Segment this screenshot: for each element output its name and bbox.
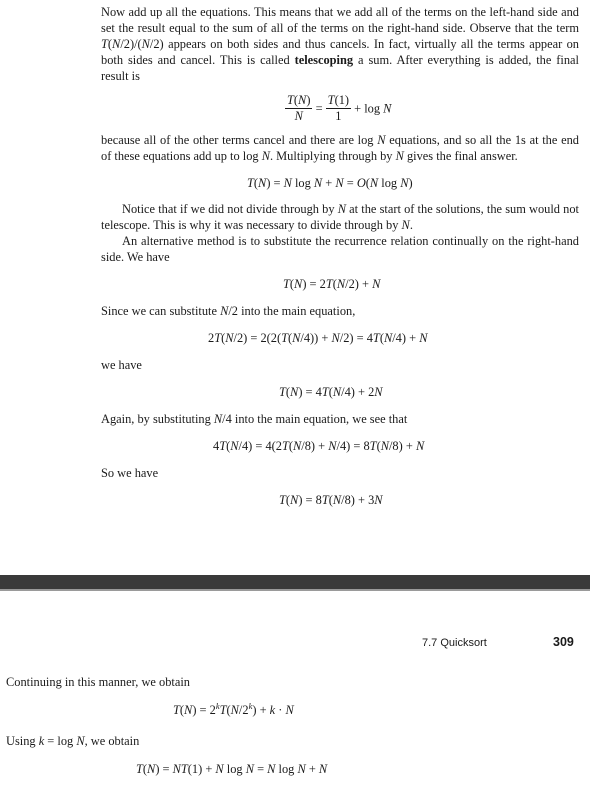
equation-eighth: T(N) = 8T(N/8) + 3N (279, 493, 383, 507)
paragraph-using-k: Using k = log N, we obtain (6, 734, 140, 748)
paragraph-we-have: we have (101, 358, 142, 372)
paragraph-telescoping (101, 4, 579, 84)
equation-final-log: T(N) = NT(1) + N log N = N log N + N (136, 762, 328, 776)
page-number: 309 (553, 635, 574, 649)
paragraph-notice: Notice that if we did not divide through by N at the start of the solutions, the sum would not telescope. This is why it was necessary to divide through by N. (101, 202, 579, 232)
paragraph-continuing: Continuing in this manner, we obtain (6, 675, 190, 689)
equation-general-k: $T(N) = 2^kT(N/2^k) + k \cdot N$ (173, 701, 294, 717)
equation-final-answer: T(N) = N log N + N = O(N log N) (247, 176, 413, 190)
paragraph-substitute-quarter: Again, by substituting N/4 into the main equation, we see that (101, 412, 408, 426)
paragraph-substitute-half: Since we can substitute N/2 into the main equation, (101, 304, 356, 318)
equation-substitute-quarter: 4T(N/4) = 4(2T(N/8) + N/4) = 8T(N/8) + N (213, 439, 425, 453)
page-divider (0, 575, 590, 589)
paragraph-alternative: An alternative method is to substitute the recurrence relation continually on the right-hand side. We have (101, 234, 579, 264)
equation-substitute-half: 2T(N/2) = 2(2(T(N/4)) + N/2) = 4T(N/4) + N (208, 331, 428, 345)
equation-quarter: T(N) = 4T(N/4) + 2N (279, 385, 383, 399)
running-header-section: 7.7 Quicksort (422, 637, 487, 649)
paragraph-cancel: because all of the other terms cancel and there are log N equations, and so all the 1s at the end of these equations add up to log N. Multiplying through by N gives the final answer. (101, 133, 579, 163)
equation-recurrence: T(N) = 2T(N/2) + N (283, 277, 381, 291)
paragraph-telescoping-text: Now add up all the equations. This means that we add all of the terms on the left-hand side and set the result equal to the sum of all of the terms on the right-hand side. Observe that the term T(N/2)/(N/2) appears on both sides and thus cancels. In fact, virtually all the terms appear on both sides and cancel. This is called telescoping a sum. After everything is added, the final result is (101, 5, 579, 83)
equation-final-result: $\frac{T(N)}{N}$ = $\frac{T(1)}{1}$ + log N (287, 93, 392, 123)
paragraph-so-we-have: So we have (101, 466, 159, 480)
